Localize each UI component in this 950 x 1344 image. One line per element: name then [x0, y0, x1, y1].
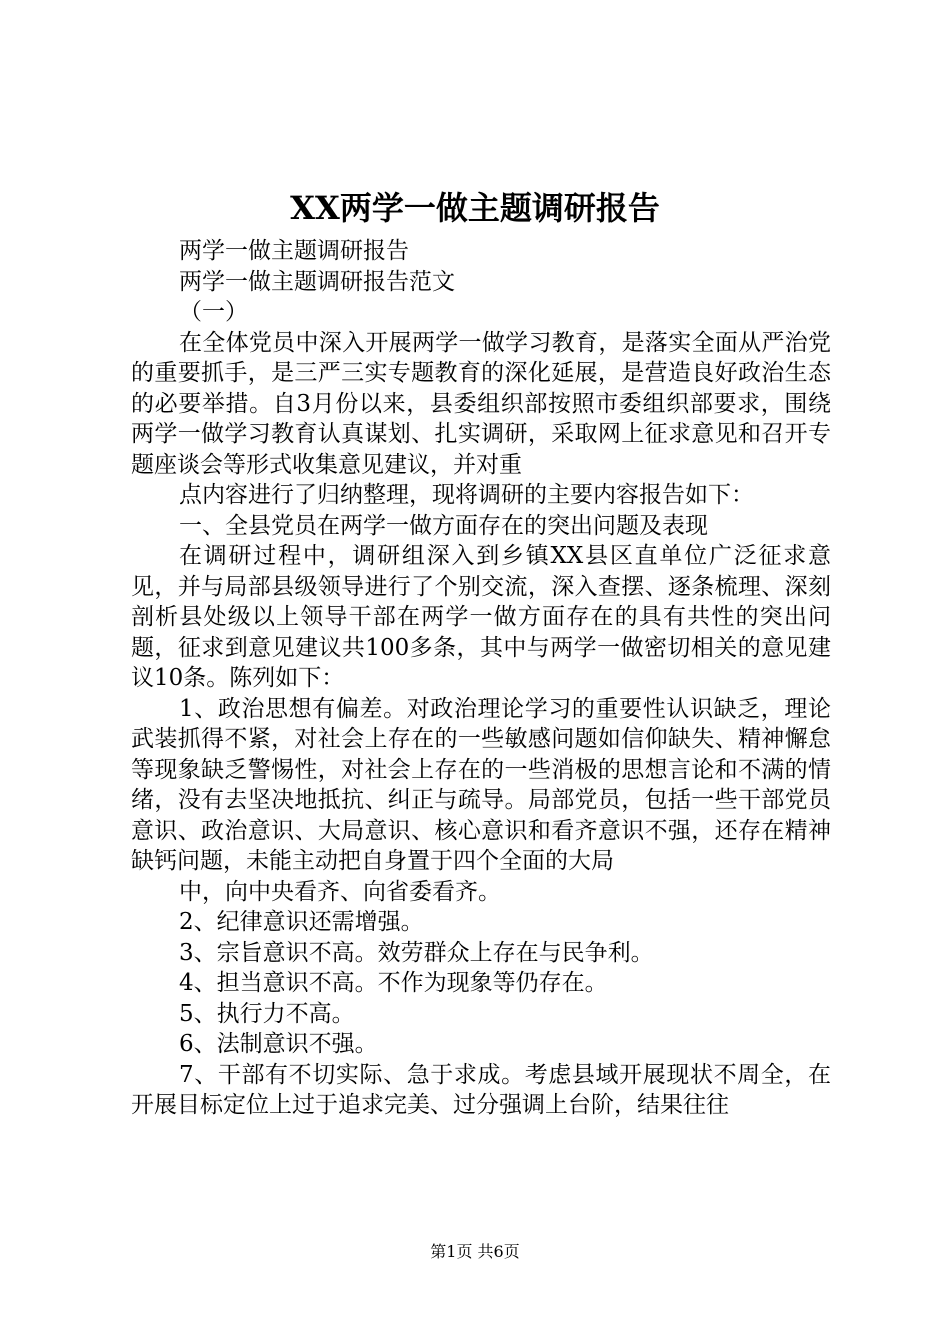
list-item: 3、宗旨意识不高。效劳群众上存在与民争利。: [179, 939, 654, 966]
list-item: 2、纪律意识还需增强。: [179, 909, 424, 935]
list-item: 7、干部有不切实际、急于求成。考虑县域开展现状不周全，在开展目标定位上过于追求完美、过分强调上台阶，结果往往: [131, 1061, 831, 1118]
page-number-footer: 第1页 共6页: [430, 1242, 520, 1261]
paragraph: 点内容进行了归纳整理，现将调研的主要内容报告如下：: [179, 482, 754, 508]
paragraph: 中，向中央看齐、向省委看齐。: [179, 878, 501, 905]
paragraph: 在调研过程中，调研组深入到乡镇XX县区直单位广泛征求意见，并与局部县级领导进行了个别交流，深入查摆、逐条梳理、深刻剖析县处级以上领导干部在两学一做方面存在的具有共性的突出问题，征求到意见建议共100多条，其中与两学一做密切相关的意见建议10条。陈列如下：: [131, 543, 831, 691]
paragraph: 两学一做主题调研报告范文: [179, 268, 455, 295]
list-item: 4、担当意识不高。不作为现象等仍存在。: [179, 970, 608, 996]
section-heading: 一、全县党员在两学一做方面存在的突出问题及表现: [179, 512, 708, 539]
document-body: [131, 236, 831, 1121]
list-item: 6、法制意识不强。: [179, 1031, 378, 1057]
list-item: 5、执行力不高。: [179, 1000, 355, 1027]
document-title: XX两学一做主题调研报告: [290, 189, 660, 227]
list-item: 1、政治思想有偏差。对政治理论学习的重要性认识缺乏，理论武装抓得不紧，对社会上存在的一些敏感问题如信仰缺失、精神懈怠等现象缺乏警惕性，对社会上存在的一些消极的思想言论和不满的情绪，没有去坚决地抵抗、纠正与疏导。局部党员，包括一些干部党员意识、政治意识、大局意识、核心意识和看齐意识不强，还存在精神缺钙问题，未能主动把自身置于四个全面的大局: [131, 695, 831, 874]
paragraph: 在全体党员中深入开展两学一做学习教育，是落实全面从严治党的重要抓手，是三严三实专题教育的深化延展，是营造良好政治生态的必要举措。自3月份以来，县委组织部按照市委组织部要求，围绕两学一做学习教育认真谋划、扎实调研，采取网上征求意见和召开专题座谈会等形式收集意见建议，并对重: [131, 329, 831, 478]
paragraph: （一）: [179, 299, 248, 325]
paragraph: 两学一做主题调研报告: [179, 238, 409, 264]
